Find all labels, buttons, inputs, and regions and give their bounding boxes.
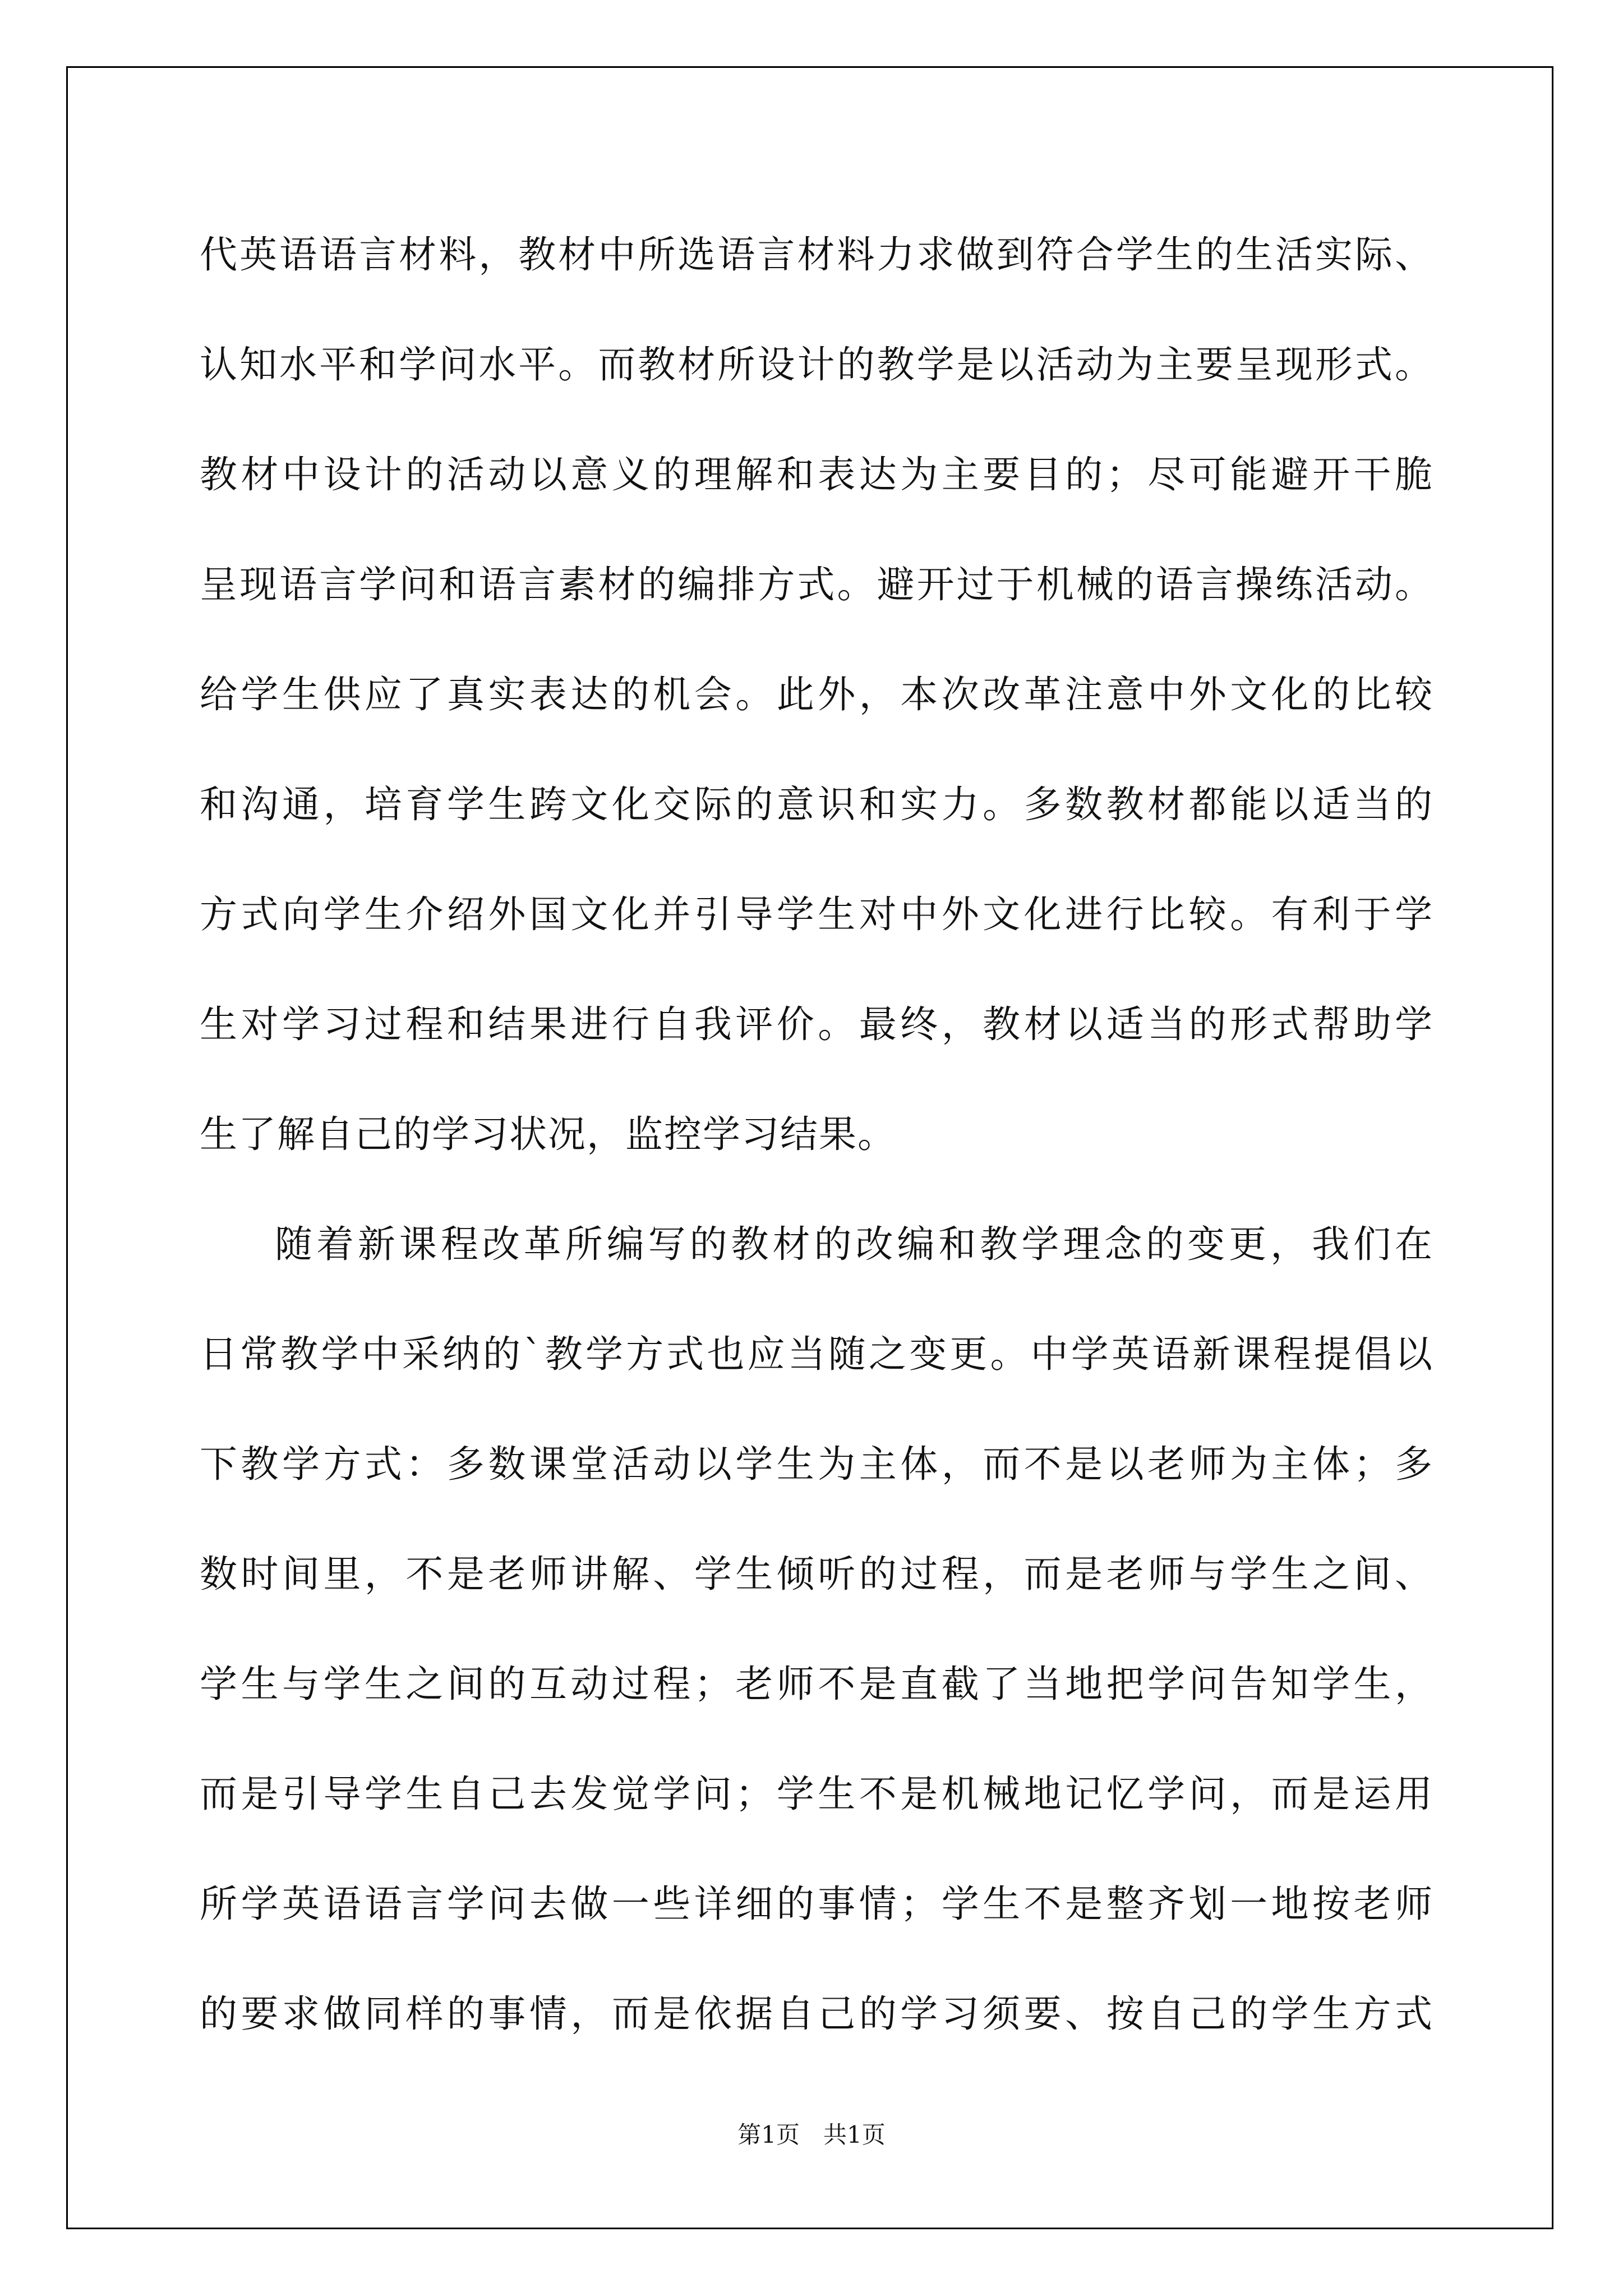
text-line: 随着新课程改革所编写的教材的改编和教学理念的变更，我们在 xyxy=(275,1222,1433,1266)
text-line: 日常教学中采纳的`教学方式也应当随之变更。中学英语新课程提倡以 xyxy=(200,1332,1433,1376)
page-footer xyxy=(0,2116,1623,2150)
paragraph-2 xyxy=(200,1189,1433,2069)
text-line: 给学生供应了真实表达的机会。此外，本次改革注意中外文化的比较 xyxy=(200,673,1433,716)
text-line: 的要求做同样的事情，而是依据自己的学习须要、按自己的学生方式 xyxy=(200,1992,1433,2036)
text-line: 所学英语语言学问去做一些详细的事情；学生不是整齐划一地按老师 xyxy=(200,1882,1433,1926)
text-line: 代英语语言材料，教材中所选语言材料力求做到符合学生的生活实际、 xyxy=(200,233,1433,277)
text-line: 方式向学生介绍外国文化并引导学生对中外文化进行比较。有利于学 xyxy=(200,892,1433,936)
text-line: 呈现语言学问和语言素材的编排方式。避开过于机械的语言操练活动。 xyxy=(200,563,1433,606)
page-number: 第1页 共1页 xyxy=(737,2121,886,2148)
text-line: 而是引导学生自己去发觉学问；学生不是机械地记忆学问，而是运用 xyxy=(200,1772,1433,1816)
text-line: 下教学方式：多数课堂活动以学生为主体，而不是以老师为主体；多 xyxy=(200,1442,1433,1486)
paragraph-1 xyxy=(200,200,1433,1189)
document-body xyxy=(200,200,1433,2069)
text-line: 教材中设计的活动以意义的理解和表达为主要目的；尽可能避开干脆 xyxy=(200,453,1433,496)
text-line: 学生与学生之间的互动过程；老师不是直截了当地把学问告知学生， xyxy=(200,1662,1433,1706)
text-line: 数时间里，不是老师讲解、学生倾听的过程，而是老师与学生之间、 xyxy=(200,1552,1433,1596)
text-line: 认知水平和学问水平。而教材所设计的教学是以活动为主要呈现形式。 xyxy=(200,343,1433,386)
text-line: 和沟通，培育学生跨文化交际的意识和实力。多数教材都能以适当的 xyxy=(200,783,1433,826)
text-line: 生了解自己的学习状况，监控学习结果。 xyxy=(200,1112,896,1156)
text-line: 生对学习过程和结果进行自我评价。最终，教材以适当的形式帮助学 xyxy=(200,1002,1433,1046)
